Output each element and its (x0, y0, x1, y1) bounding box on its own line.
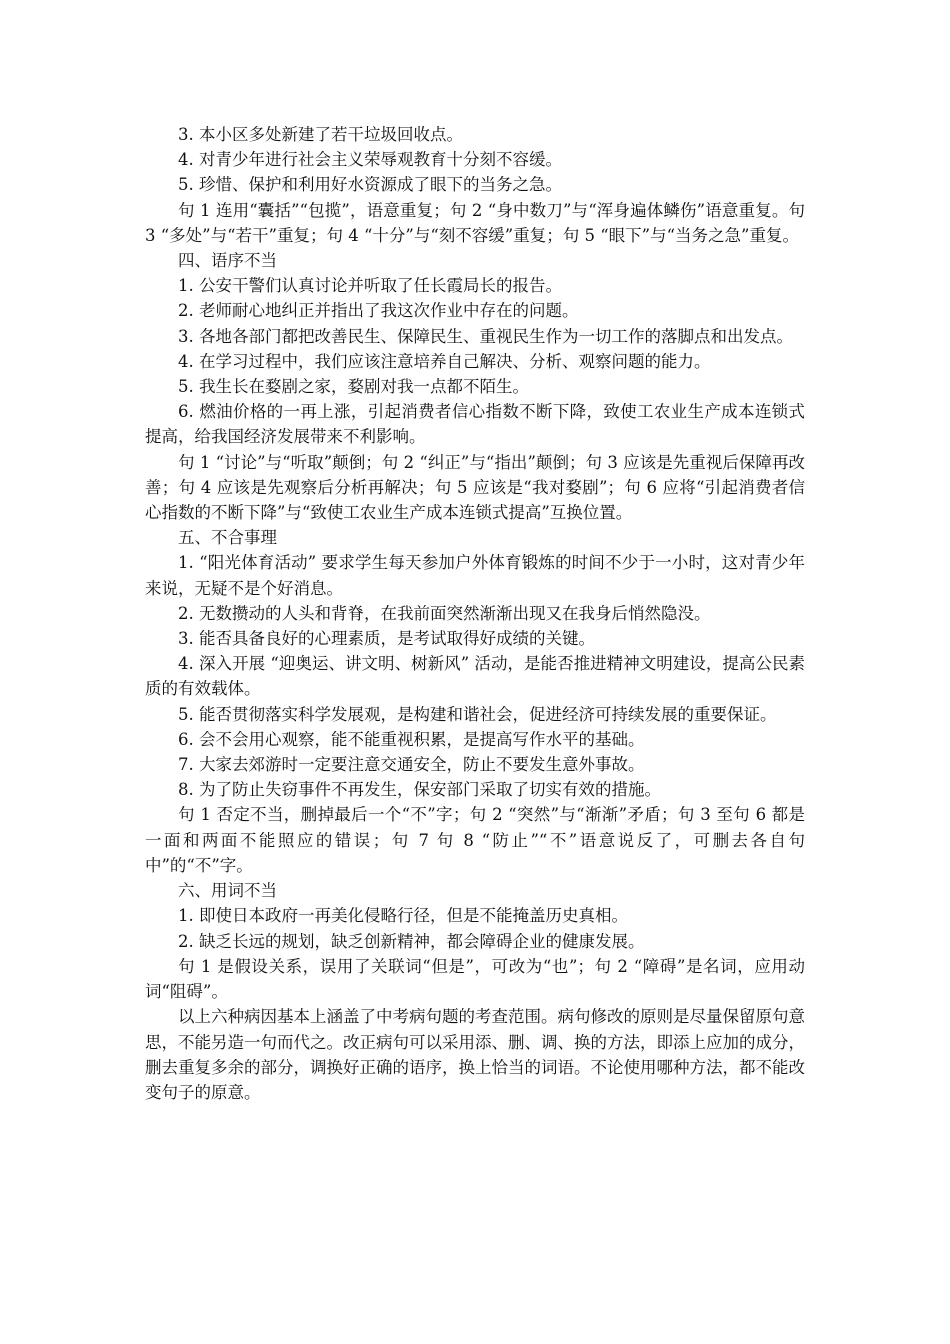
paragraph: 1. 即使日本政府一再美化侵略行径，但是不能掩盖历史真相。 (178, 906, 628, 926)
paragraph: 2. 老师耐心地纠正并指出了我这次作业中存在的问题。 (178, 301, 579, 321)
paragraph: 2. 缺乏长远的规划，缺乏创新精神，都会障碍企业的健康发展。 (178, 931, 645, 951)
paragraph: 4. 在学习过程中，我们应该注意培养自己解决、分析、观察问题的能力。 (178, 351, 711, 371)
section-heading: 四、语序不当 (178, 251, 277, 271)
paragraph: 5. 珍惜、保护和利用好水资源成了眼下的当务之急。 (178, 175, 562, 195)
paragraph: 1. “阳光体育活动” 要求学生每天参加户外体育锻炼的时间不少于一小时，这对青少年来说，无疑不是个好消息。 (145, 553, 805, 598)
section-heading: 五、不合事理 (178, 528, 277, 548)
paragraph: 1. 公安干警们认真讨论并听取了任长霞局长的报告。 (178, 276, 562, 296)
paragraph: 4. 深入开展 “迎奥运、讲文明、树新风” 活动，是能否推进精神文明建设，提高公民素质的有效载体。 (145, 654, 805, 699)
section-heading: 六、用词不当 (178, 881, 277, 901)
paragraph: 句 1 连用“囊括”“包揽”，语意重复；句 2 “身中数刀”与“浑身遍体鳞伤”语意重复。句 3 “多处”与“若干”重复；句 4 “十分”与“刻不容缓”重复；句 5 “眼下”与“当务之急”重复。 (145, 200, 805, 245)
paragraph: 3. 本小区多处新建了若干垃圾回收点。 (178, 125, 463, 144)
document-body (145, 122, 805, 1106)
paragraph: 7. 大家去郊游时一定要注意交通安全，防止不要发生意外事故。 (178, 755, 645, 775)
paragraph: 2. 无数攒动的人头和背脊，在我前面突然渐渐出现又在我身后悄然隐没。 (178, 603, 711, 623)
paragraph: 句 1 是假设关系，误用了关联词“但是”，可改为“也”；句 2 “障碍”是名词，应用动词“阻碍”。 (145, 956, 805, 1001)
paragraph: 以上六种病因基本上涵盖了中考病句题的考查范围。病句修改的原则是尽量保留原句意思，不能另造一句而代之。改正病句可以采用添、删、调、换的方法，即添上应加的成分，删去重复多余的部分，调换好正确的语序，换上恰当的词语。不论使用哪种方法，都不能改变句子的原意。 (145, 1007, 805, 1103)
paragraph: 句 1 否定不当，删掉最后一个“不”字；句 2 “突然”与“渐渐”矛盾；句 3 至句 6 都是一面和两面不能照应的错误；句 7 句 8 “防止”“不”语意说反了，可删去各自句中”的“不”字。 (145, 805, 805, 875)
paragraph: 6. 燃油价格的一再上涨，引起消费者信心指数不断下降，致使工农业生产成本连锁式提高，给我国经济发展带来不利影响。 (145, 402, 805, 447)
paragraph: 3. 能否具备良好的心理素质，是考试取得好成绩的关键。 (178, 629, 595, 649)
paragraph: 8. 为了防止失窃事件不再发生，保安部门采取了切实有效的措施。 (178, 780, 661, 800)
paragraph: 5. 我生长在婺剧之家，婺剧对我一点都不陌生。 (178, 377, 529, 397)
paragraph: 3. 各地各部门都把改善民生、保障民生、重视民生作为一切工作的落脚点和出发点。 (178, 326, 793, 346)
paragraph: 6. 会不会用心观察，能不能重视积累，是提高写作水平的基础。 (178, 729, 645, 749)
paragraph: 5. 能否贯彻落实科学发展观，是构建和谐社会，促进经济可持续发展的重要保证。 (178, 704, 777, 724)
paragraph: 句 1 “讨论”与“听取”颠倒；句 2 “纠正”与“指出”颠倒；句 3 应该是先重视后保障再改善；句 4 应该是先观察后分析再解决；句 5 应该是“我对婺剧”；句 6 应将“引起消费者信心指数的不断下降”与“致使工农业生产成本连锁式提高”互换位置。 (145, 452, 805, 523)
paragraph: 4. 对青少年进行社会主义荣辱观教育十分刻不容缓。 (178, 150, 562, 170)
